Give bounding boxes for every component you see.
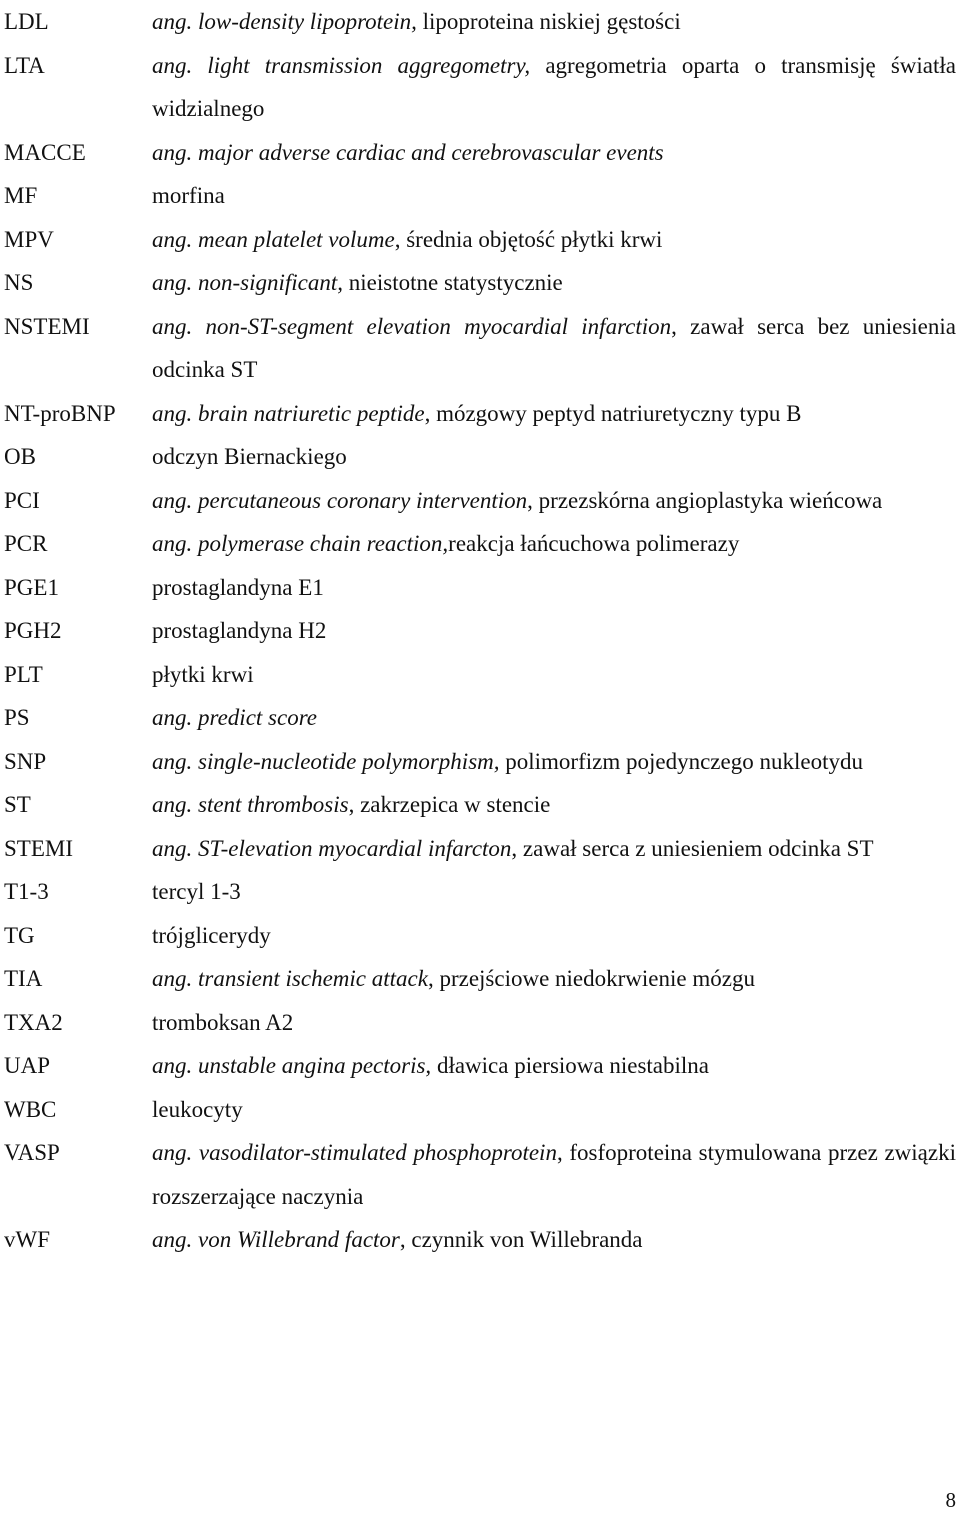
abbreviation: OB — [4, 444, 36, 469]
polish-term: , zawał serca z uniesieniem odcinka ST — [511, 835, 874, 861]
definition — [152, 522, 956, 566]
definition — [152, 653, 956, 697]
page-number: 8 — [945, 1488, 956, 1512]
list-item — [4, 1001, 956, 1045]
english-term: ang. single-nucleotide polymorphism, — [152, 748, 500, 774]
polish-term: odczyn Biernackiego — [152, 444, 347, 469]
list-item — [4, 957, 956, 1001]
abbreviation: PCI — [4, 487, 40, 513]
definition — [152, 827, 956, 871]
definition — [152, 696, 956, 740]
list-item — [4, 827, 956, 871]
english-term: ang. ST-elevation myocardial infarcton — [152, 835, 512, 861]
abbreviation: SNP — [4, 748, 47, 774]
abbreviation: ST — [4, 792, 31, 817]
english-term: ang. major adverse cardiac and cerebrovascular events — [152, 139, 664, 165]
abbreviation: PGH2 — [4, 618, 62, 643]
list-item — [4, 44, 956, 131]
english-term: ang. non-significant, — [152, 270, 344, 295]
abbreviation: T1-3 — [4, 879, 49, 904]
list-item — [4, 522, 956, 566]
polish-term: tercyl 1-3 — [152, 879, 241, 904]
definition — [152, 479, 956, 523]
abbreviation: MPV — [4, 226, 54, 252]
polish-term: , średnia objętość płytki krwi — [394, 226, 663, 252]
abbreviation: LTA — [4, 52, 45, 78]
definition — [152, 1218, 956, 1262]
list-item — [4, 0, 956, 44]
list-item — [4, 1088, 956, 1132]
list-item — [4, 1218, 956, 1262]
polish-term: reakcja łańcuchowa polimerazy — [448, 531, 740, 556]
list-item — [4, 174, 956, 218]
english-term: ang. percutaneous coronary intervention — [152, 487, 528, 513]
abbreviation: UAP — [4, 1053, 51, 1078]
abbreviation: PCR — [4, 531, 48, 556]
definition — [152, 783, 956, 827]
english-term: ang. stent thrombosis — [152, 792, 349, 817]
abbreviation: MACCE — [4, 139, 86, 165]
abbreviation-list — [4, 0, 956, 1262]
english-term: ang. vasodilator-stimulated phosphoprotein — [152, 1140, 557, 1165]
abbreviation: LDL — [4, 9, 49, 34]
definition — [152, 914, 956, 958]
definition — [152, 1001, 956, 1045]
list-item — [4, 1131, 956, 1218]
definition — [152, 174, 956, 218]
abbreviation: PGE1 — [4, 574, 59, 600]
polish-term: trójglicerydy — [152, 922, 271, 948]
list-item — [4, 870, 956, 914]
definition — [152, 392, 956, 436]
english-term: ang. low-density lipoprotein, — [152, 9, 417, 34]
polish-term: , zakrzepica w stencie — [348, 792, 551, 817]
list-item — [4, 1044, 956, 1088]
abbreviation: WBC — [4, 1096, 57, 1122]
polish-term: agregometria oparta o transmisję światła widzialnego — [152, 52, 956, 121]
abbreviation: STEMI — [4, 835, 73, 861]
polish-term: prostaglandyna H2 — [152, 618, 327, 643]
abbreviation: PS — [4, 705, 30, 730]
polish-term: lipoproteina niskiej gęstości — [416, 9, 681, 34]
english-term: ang. polymerase chain reaction, — [152, 531, 449, 556]
polish-term: prostaglandyna E1 — [152, 574, 324, 600]
english-term: ang. non-ST-segment elevation myocardial infarction — [152, 313, 672, 339]
list-item — [4, 653, 956, 697]
abbreviation: MF — [4, 183, 38, 208]
definition — [152, 566, 956, 610]
list-item — [4, 392, 956, 436]
list-item — [4, 479, 956, 523]
definition — [152, 1088, 956, 1132]
list-item — [4, 566, 956, 610]
polish-term: dławica piersiowa niestabilna — [431, 1053, 710, 1078]
polish-term: , fosfoproteina stymulowana przez związki rozszerzające naczynia — [152, 1140, 956, 1209]
polish-term: , przezskórna angioplastyka wieńcowa — [527, 487, 883, 513]
list-item — [4, 914, 956, 958]
english-term: ang. von Willebrand factor — [152, 1227, 400, 1252]
english-term: ang. predict score — [152, 705, 318, 730]
english-term: ang. brain natriuretic peptide — [152, 400, 425, 426]
list-item — [4, 261, 956, 305]
abbreviation: PLT — [4, 661, 43, 687]
english-term: ang. mean platelet volume — [152, 226, 395, 252]
abbreviation: NSTEMI — [4, 313, 90, 339]
list-item — [4, 305, 956, 392]
definition — [152, 957, 956, 1001]
abbreviation: NS — [4, 270, 34, 295]
list-item — [4, 696, 956, 740]
list-item — [4, 783, 956, 827]
polish-term: , czynnik von Willebranda — [399, 1227, 643, 1252]
polish-term: morfina — [152, 183, 225, 208]
definition — [152, 305, 956, 392]
polish-term: nieistotne statystycznie — [343, 270, 563, 295]
definition — [152, 0, 956, 44]
english-term: ang. light transmission aggregometry, — [152, 52, 531, 78]
definition — [152, 435, 956, 479]
definition — [152, 218, 956, 262]
abbreviation: TXA2 — [4, 1009, 63, 1035]
polish-term: leukocyty — [152, 1096, 243, 1122]
definition — [152, 609, 956, 653]
abbreviation: TIA — [4, 966, 43, 991]
polish-term: , zawał serca bez uniesienia odcinka ST — [152, 313, 956, 382]
abbreviation: VASP — [4, 1140, 60, 1165]
definition — [152, 740, 956, 784]
polish-term: polimorfizm pojedynczego nukleotydu — [499, 748, 863, 774]
polish-term: , mózgowy peptyd natriuretyczny typu B — [424, 400, 802, 426]
list-item — [4, 218, 956, 262]
definition — [152, 261, 956, 305]
abbreviation: TG — [4, 922, 35, 948]
definition — [152, 1044, 956, 1088]
list-item — [4, 609, 956, 653]
english-term: ang. transient ischemic attack — [152, 966, 428, 991]
english-term: ang. unstable angina pectoris, — [152, 1053, 432, 1078]
polish-term: , przejściowe niedokrwienie mózgu — [427, 966, 755, 991]
abbreviation: vWF — [4, 1227, 50, 1252]
list-item — [4, 435, 956, 479]
definition — [152, 44, 956, 131]
definition — [152, 870, 956, 914]
polish-term: płytki krwi — [152, 661, 254, 687]
abbreviation: NT-proBNP — [4, 400, 116, 426]
polish-term: tromboksan A2 — [152, 1009, 294, 1035]
definition — [152, 1131, 956, 1218]
list-item — [4, 740, 956, 784]
definition — [152, 131, 956, 175]
list-item — [4, 131, 956, 175]
